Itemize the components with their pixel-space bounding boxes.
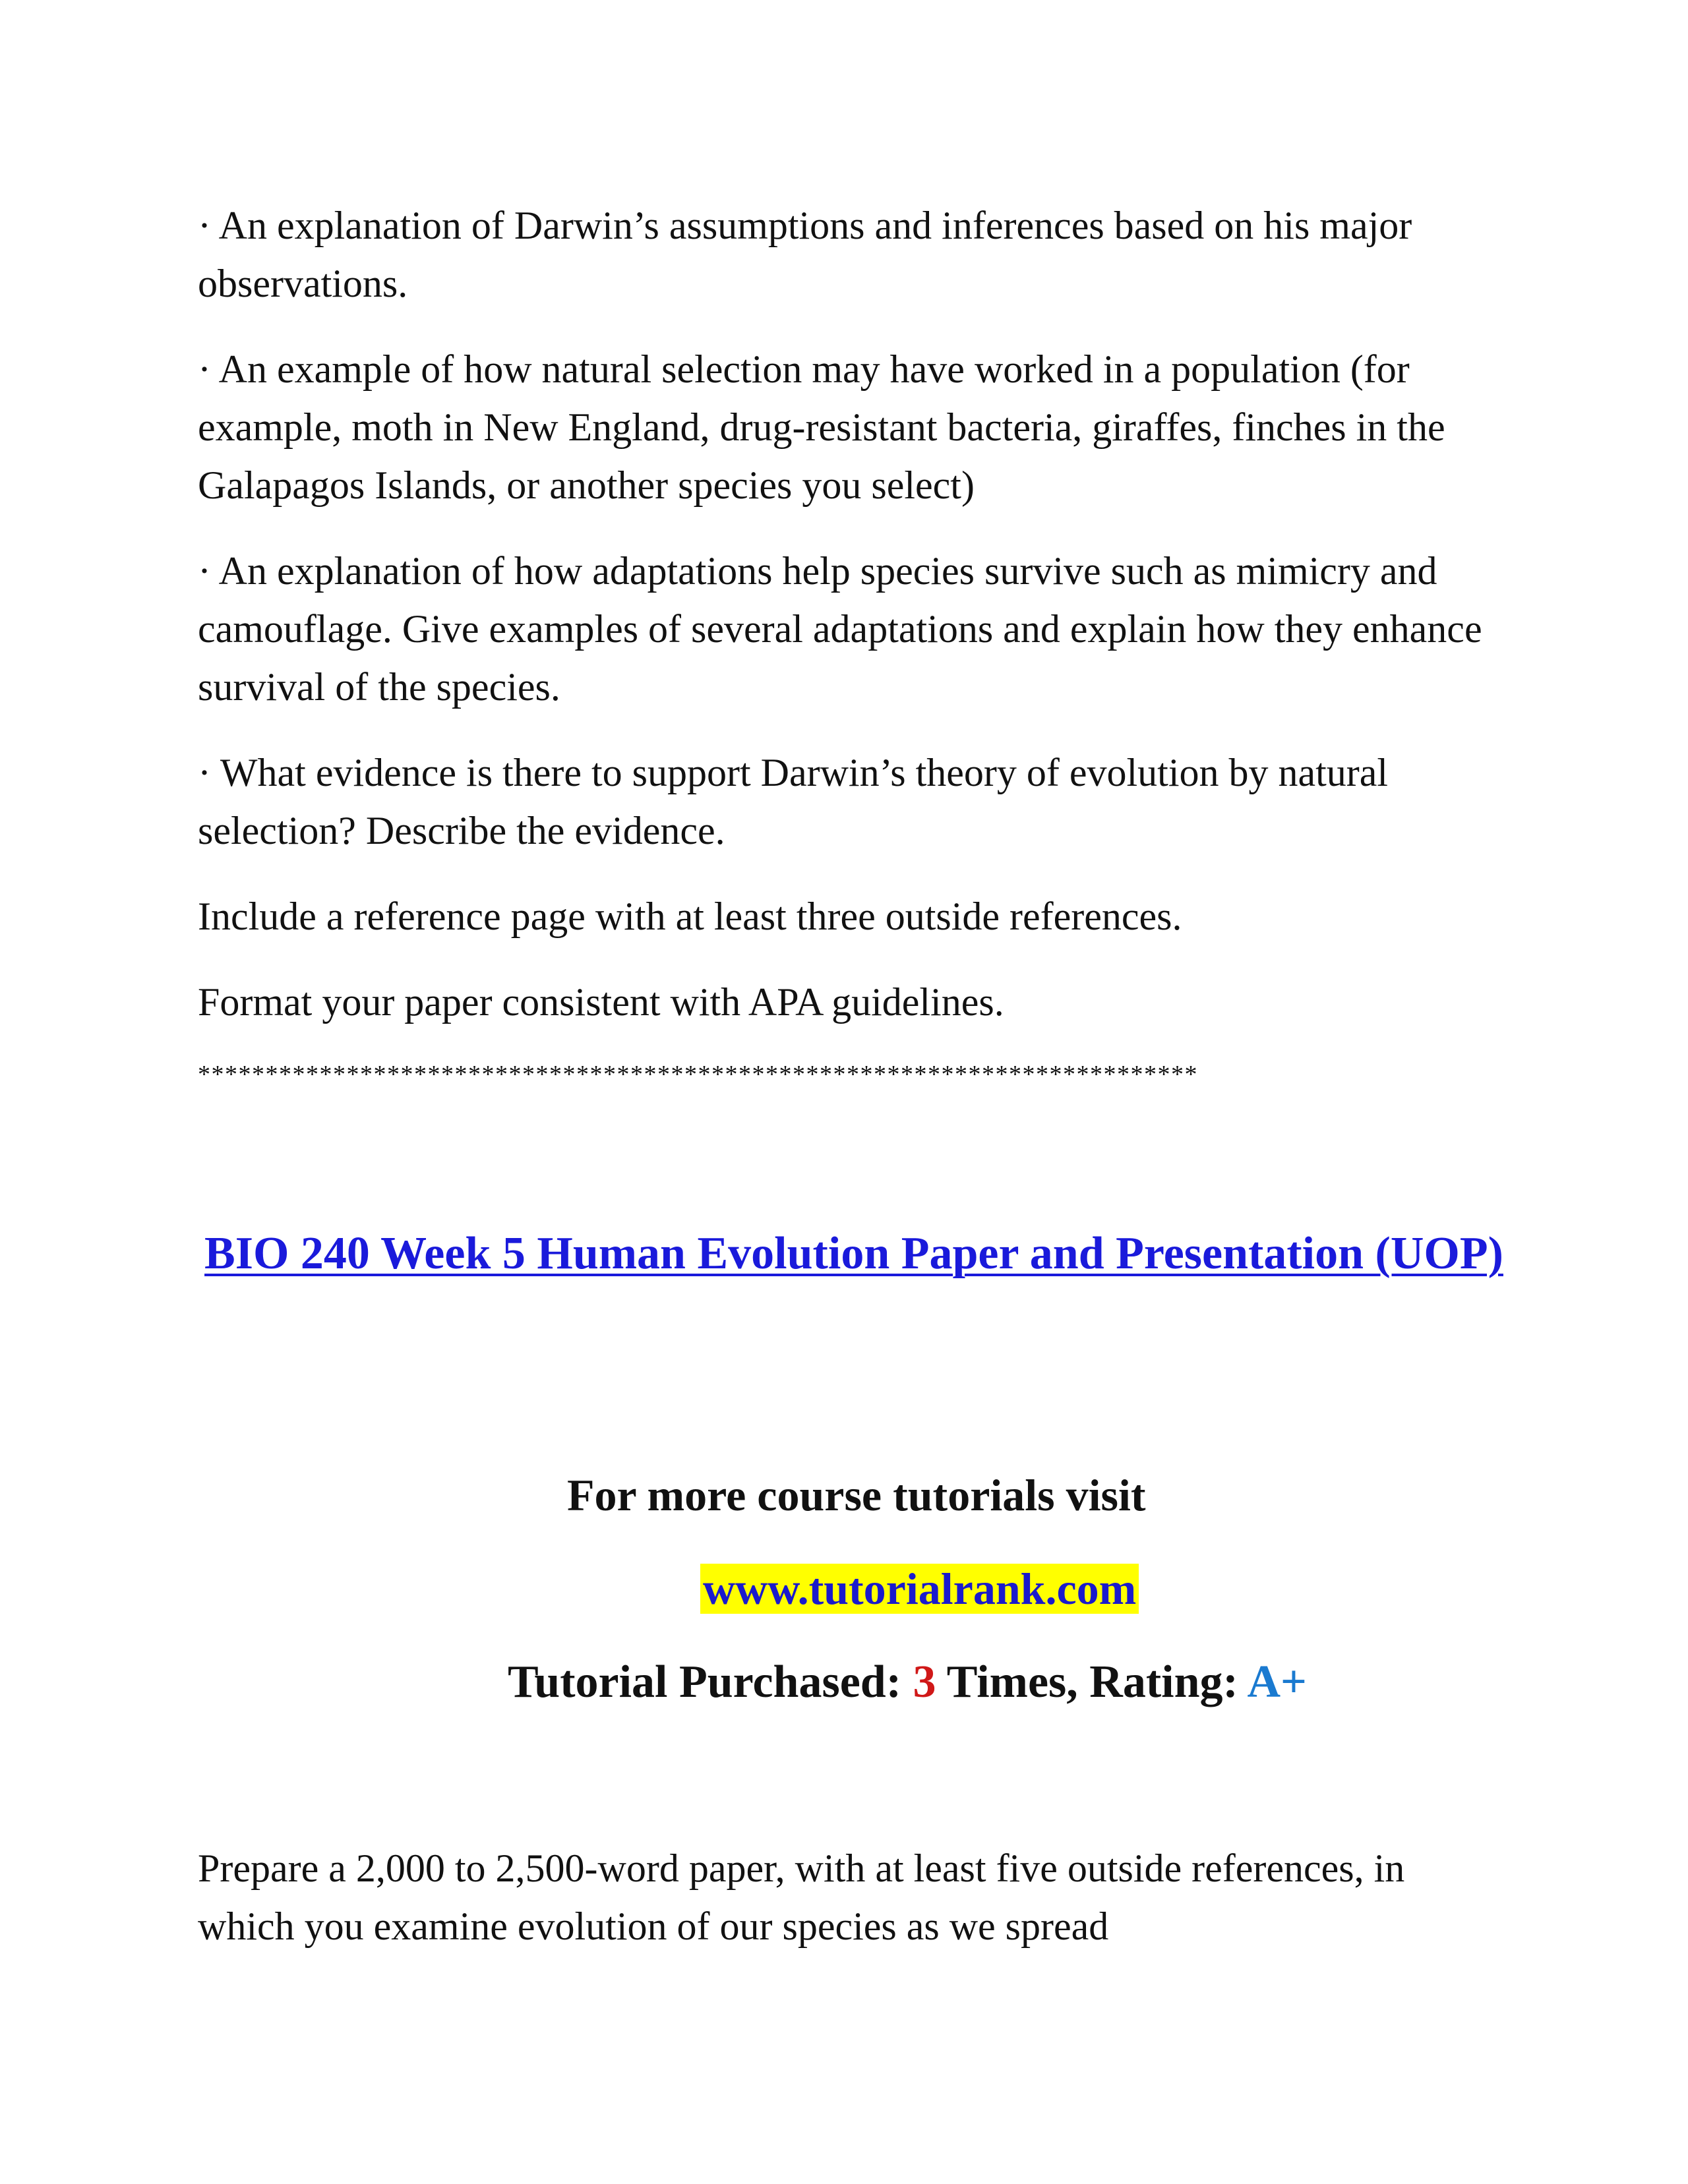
purchased-count: 3 <box>913 1657 936 1707</box>
assignment-requirements <box>198 196 1510 1094</box>
course-title-link[interactable]: BIO 240 Week 5 Human Evolution Paper and Presentation (UOP) <box>204 1228 1503 1279</box>
more-tutorials-label: For more course tutorials visit <box>567 1470 1146 1520</box>
reference-instruction: Include a reference page with at least three outside references. <box>198 895 1182 938</box>
bullet-natural-selection-example: · An example of how natural selection may have worked in a population (for example, moth in New England, drug-resistant bacteria, giraffes, finches in the Galapagos Islands, or another species you select) <box>198 347 1445 507</box>
website-link[interactable]: www.tutorialrank.com <box>700 1564 1139 1614</box>
intro-paragraph: Prepare a 2,000 to 2,500-word paper, with at least five outside references, in which you examine evolution of our species as we spread <box>198 1846 1405 1948</box>
bullet-darwin-assumptions: · An explanation of Darwin’s assumptions and inferences based on his major observations. <box>198 204 1412 305</box>
bullet-evidence: · What evidence is there to support Darwin’s theory of evolution by natural selection? Describe the evidence. <box>198 751 1389 852</box>
format-instruction: Format your paper consistent with APA guidelines. <box>198 980 1004 1024</box>
purchased-prefix: Tutorial Purchased: <box>508 1657 913 1707</box>
times-rating-label: Times, Rating: <box>936 1657 1248 1707</box>
purchase-info <box>508 1655 1307 1710</box>
rating-value: A+ <box>1247 1657 1307 1707</box>
separator-line: ************************************************************************** <box>198 1061 1198 1088</box>
bullet-adaptations: · An explanation of how adaptations help species survive such as mimicry and camouflage. Give examples of several adaptations and explain how they enhance survival of the species. <box>198 549 1482 709</box>
